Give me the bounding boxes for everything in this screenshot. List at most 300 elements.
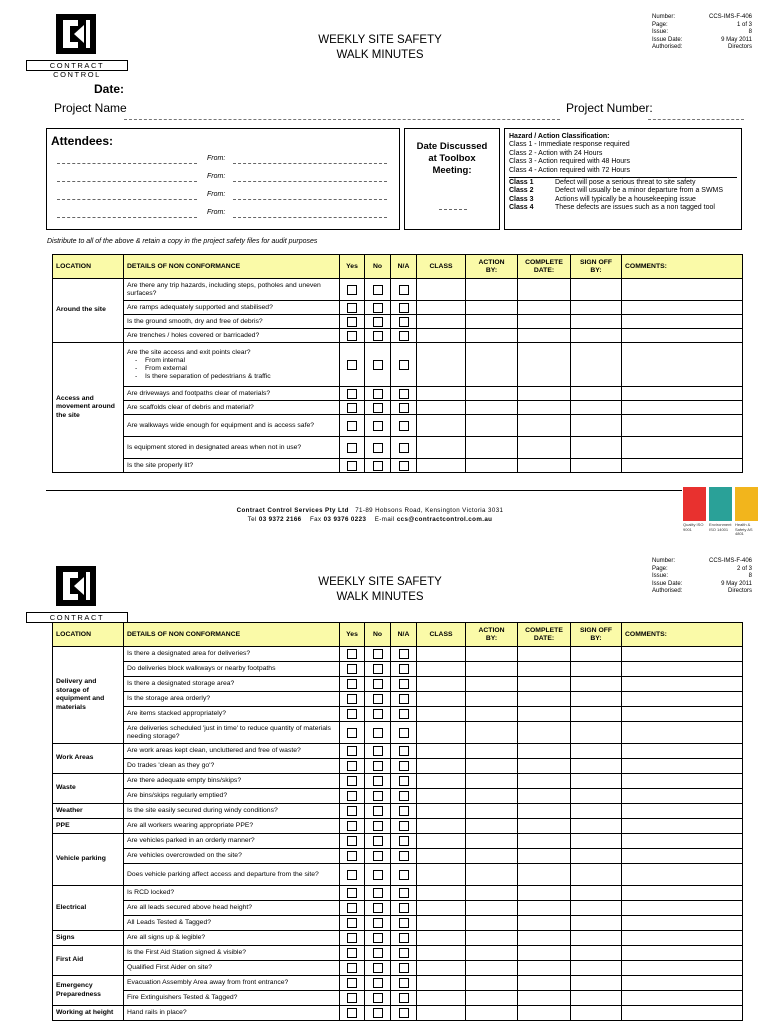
sign-off-field[interactable] — [571, 961, 622, 976]
sign-off-field[interactable] — [571, 662, 622, 677]
complete-date-field[interactable] — [518, 329, 571, 343]
no-checkbox[interactable] — [373, 948, 383, 958]
comments-field[interactable] — [622, 991, 743, 1006]
yes-checkbox[interactable] — [347, 331, 357, 341]
action-by-field[interactable] — [466, 677, 518, 692]
complete-date-field[interactable] — [518, 819, 571, 834]
class-field[interactable] — [417, 707, 466, 722]
class-field[interactable] — [417, 279, 466, 301]
no-checkbox[interactable] — [373, 963, 383, 973]
comments-field[interactable] — [622, 662, 743, 677]
comments-field[interactable] — [622, 804, 743, 819]
no-cell — [365, 819, 391, 834]
na-checkbox[interactable] — [399, 776, 409, 786]
attendee-name-field[interactable] — [57, 163, 197, 164]
action-by-field[interactable] — [466, 707, 518, 722]
na-checkbox[interactable] — [399, 993, 409, 1003]
na-checkbox[interactable] — [399, 948, 409, 958]
yes-checkbox[interactable] — [347, 776, 357, 786]
column-header-sign-off — [571, 623, 622, 647]
complete-date-field[interactable] — [518, 722, 571, 744]
sign-off-field[interactable] — [571, 279, 622, 301]
class-field[interactable] — [417, 804, 466, 819]
comments-field[interactable] — [622, 401, 743, 415]
complete-date-field[interactable] — [518, 961, 571, 976]
sign-off-field[interactable] — [571, 315, 622, 329]
no-checkbox[interactable] — [373, 746, 383, 756]
no-checkbox[interactable] — [373, 421, 383, 431]
toolbox-date-field[interactable] — [439, 209, 467, 210]
question-text: Is the site easily secured during windy conditions? — [127, 807, 278, 814]
action-by-field[interactable] — [466, 437, 518, 459]
complete-date-field[interactable] — [518, 901, 571, 916]
sign-off-field[interactable] — [571, 415, 622, 437]
yes-checkbox[interactable] — [347, 360, 357, 370]
complete-date-field[interactable] — [518, 401, 571, 415]
attendee-company-field[interactable] — [233, 181, 387, 182]
complete-date-field[interactable] — [518, 789, 571, 804]
no-checkbox[interactable] — [373, 888, 383, 898]
action-by-field[interactable] — [466, 343, 518, 387]
action-by-field[interactable] — [466, 886, 518, 901]
class-field[interactable] — [417, 931, 466, 946]
no-checkbox[interactable] — [373, 903, 383, 913]
sign-off-field[interactable] — [571, 744, 622, 759]
yes-checkbox[interactable] — [347, 403, 357, 413]
complete-date-field[interactable] — [518, 849, 571, 864]
sign-off-field[interactable] — [571, 707, 622, 722]
complete-date-field[interactable] — [518, 931, 571, 946]
sign-off-field[interactable] — [571, 437, 622, 459]
na-checkbox[interactable] — [399, 664, 409, 674]
class-field[interactable] — [417, 329, 466, 343]
no-checkbox[interactable] — [373, 993, 383, 1003]
sign-off-field[interactable] — [571, 1006, 622, 1021]
no-checkbox[interactable] — [373, 360, 383, 370]
action-by-field[interactable] — [466, 647, 518, 662]
complete-date-field[interactable] — [518, 279, 571, 301]
complete-date-field[interactable] — [518, 662, 571, 677]
action-by-field[interactable] — [466, 916, 518, 931]
sign-off-field[interactable] — [571, 819, 622, 834]
action-by-field[interactable] — [466, 946, 518, 961]
yes-checkbox[interactable] — [347, 746, 357, 756]
yes-checkbox[interactable] — [347, 421, 357, 431]
comments-field[interactable] — [622, 759, 743, 774]
complete-date-field[interactable] — [518, 946, 571, 961]
attendee-name-field[interactable] — [57, 217, 197, 218]
comments-field[interactable] — [622, 834, 743, 849]
action-by-field[interactable] — [466, 991, 518, 1006]
sign-off-field[interactable] — [571, 886, 622, 901]
complete-date-field[interactable] — [518, 387, 571, 401]
complete-date-field[interactable] — [518, 343, 571, 387]
class-field[interactable] — [417, 662, 466, 677]
attendee-company-field[interactable] — [233, 199, 387, 200]
class-name: Class 2 — [509, 187, 534, 195]
class-field[interactable] — [417, 901, 466, 916]
na-checkbox[interactable] — [399, 746, 409, 756]
complete-date-field[interactable] — [518, 916, 571, 931]
yes-checkbox[interactable] — [347, 694, 357, 704]
no-checkbox[interactable] — [373, 776, 383, 786]
class-field[interactable] — [417, 759, 466, 774]
action-by-field[interactable] — [466, 819, 518, 834]
sign-off-field[interactable] — [571, 387, 622, 401]
column-header-na — [391, 255, 417, 279]
class-field[interactable] — [417, 343, 466, 387]
no-checkbox[interactable] — [373, 791, 383, 801]
no-checkbox[interactable] — [373, 709, 383, 719]
comments-field[interactable] — [622, 1006, 743, 1021]
location-cell: Electrical — [53, 886, 124, 931]
comments-field[interactable] — [622, 647, 743, 662]
class-field[interactable] — [417, 864, 466, 886]
action-by-field[interactable] — [466, 759, 518, 774]
no-checkbox[interactable] — [373, 317, 383, 327]
action-by-field[interactable] — [466, 315, 518, 329]
complete-date-field[interactable] — [518, 744, 571, 759]
na-checkbox[interactable] — [399, 285, 409, 295]
yes-checkbox[interactable] — [347, 317, 357, 327]
class-field[interactable] — [417, 819, 466, 834]
comments-field[interactable] — [622, 789, 743, 804]
yes-checkbox[interactable] — [347, 285, 357, 295]
comments-field[interactable] — [622, 931, 743, 946]
no-checkbox[interactable] — [373, 443, 383, 453]
complete-date-field[interactable] — [518, 1006, 571, 1021]
checklist-row — [53, 886, 743, 901]
no-checkbox[interactable] — [373, 389, 383, 399]
comments-field[interactable] — [622, 976, 743, 991]
na-checkbox[interactable] — [399, 821, 409, 831]
na-checkbox[interactable] — [399, 791, 409, 801]
sign-off-field[interactable] — [571, 759, 622, 774]
na-checkbox[interactable] — [399, 303, 409, 313]
comments-field[interactable] — [622, 744, 743, 759]
class-field[interactable] — [417, 961, 466, 976]
no-checkbox[interactable] — [373, 728, 383, 738]
yes-checkbox[interactable] — [347, 918, 357, 928]
attendee-company-field[interactable] — [233, 163, 387, 164]
comments-field[interactable] — [622, 901, 743, 916]
action-by-field[interactable] — [466, 834, 518, 849]
no-checkbox[interactable] — [373, 978, 383, 988]
na-checkbox[interactable] — [399, 728, 409, 738]
yes-cell — [340, 279, 365, 301]
no-checkbox[interactable] — [373, 918, 383, 928]
no-checkbox[interactable] — [373, 285, 383, 295]
action-by-field[interactable] — [466, 976, 518, 991]
no-checkbox[interactable] — [373, 851, 383, 861]
class-field[interactable] — [417, 415, 466, 437]
complete-date-field[interactable] — [518, 886, 571, 901]
na-checkbox[interactable] — [399, 360, 409, 370]
sign-off-field[interactable] — [571, 647, 622, 662]
na-checkbox[interactable] — [399, 806, 409, 816]
sign-off-field[interactable] — [571, 692, 622, 707]
question-cell — [124, 459, 340, 473]
sign-off-field[interactable] — [571, 774, 622, 789]
comments-field[interactable] — [622, 415, 743, 437]
yes-checkbox[interactable] — [347, 851, 357, 861]
complete-date-field[interactable] — [518, 459, 571, 473]
project-number-field[interactable] — [648, 119, 744, 120]
sign-off-field[interactable] — [571, 804, 622, 819]
class-field[interactable] — [417, 834, 466, 849]
class-field[interactable] — [417, 437, 466, 459]
comments-field[interactable] — [622, 692, 743, 707]
yes-checkbox[interactable] — [347, 649, 357, 659]
action-by-field[interactable] — [466, 789, 518, 804]
sign-off-field[interactable] — [571, 722, 622, 744]
action-by-field[interactable] — [466, 279, 518, 301]
na-checkbox[interactable] — [399, 709, 409, 719]
complete-date-field[interactable] — [518, 647, 571, 662]
yes-checkbox[interactable] — [347, 303, 357, 313]
class-field[interactable] — [417, 789, 466, 804]
class-field[interactable] — [417, 886, 466, 901]
class-field[interactable] — [417, 677, 466, 692]
comments-field[interactable] — [622, 722, 743, 744]
complete-date-field[interactable] — [518, 759, 571, 774]
na-checkbox[interactable] — [399, 761, 409, 771]
action-by-field[interactable] — [466, 329, 518, 343]
yes-checkbox[interactable] — [347, 443, 357, 453]
comments-field[interactable] — [622, 961, 743, 976]
action-by-field[interactable] — [466, 774, 518, 789]
class-field[interactable] — [417, 1006, 466, 1021]
yes-checkbox[interactable] — [347, 709, 357, 719]
no-checkbox[interactable] — [373, 461, 383, 471]
checklist-row — [53, 901, 743, 916]
comments-field[interactable] — [622, 301, 743, 315]
na-checkbox[interactable] — [399, 903, 409, 913]
no-checkbox[interactable] — [373, 331, 383, 341]
sign-off-field[interactable] — [571, 834, 622, 849]
yes-checkbox[interactable] — [347, 948, 357, 958]
class-field[interactable] — [417, 459, 466, 473]
na-checkbox[interactable] — [399, 918, 409, 928]
na-checkbox[interactable] — [399, 963, 409, 973]
class-field[interactable] — [417, 946, 466, 961]
na-checkbox[interactable] — [399, 694, 409, 704]
yes-checkbox[interactable] — [347, 806, 357, 816]
sign-off-field[interactable] — [571, 329, 622, 343]
no-checkbox[interactable] — [373, 933, 383, 943]
action-by-field[interactable] — [466, 401, 518, 415]
na-checkbox[interactable] — [399, 421, 409, 431]
complete-date-field[interactable] — [518, 315, 571, 329]
comments-field[interactable] — [622, 946, 743, 961]
no-checkbox[interactable] — [373, 694, 383, 704]
complete-date-field[interactable] — [518, 834, 571, 849]
yes-checkbox[interactable] — [347, 821, 357, 831]
comments-field[interactable] — [622, 343, 743, 387]
no-checkbox[interactable] — [373, 664, 383, 674]
no-checkbox[interactable] — [373, 806, 383, 816]
complete-date-field[interactable] — [518, 976, 571, 991]
complete-date-field[interactable] — [518, 991, 571, 1006]
class-field[interactable] — [417, 315, 466, 329]
from-label: From: — [207, 155, 226, 162]
comments-field[interactable] — [622, 459, 743, 473]
na-checkbox[interactable] — [399, 888, 409, 898]
class-field[interactable] — [417, 301, 466, 315]
comments-field[interactable] — [622, 774, 743, 789]
yes-checkbox[interactable] — [347, 963, 357, 973]
no-checkbox[interactable] — [373, 679, 383, 689]
na-checkbox[interactable] — [399, 461, 409, 471]
action-by-field[interactable] — [466, 415, 518, 437]
action-by-field[interactable] — [466, 931, 518, 946]
na-checkbox[interactable] — [399, 389, 409, 399]
comments-field[interactable] — [622, 329, 743, 343]
no-checkbox[interactable] — [373, 303, 383, 313]
complete-date-field[interactable] — [518, 437, 571, 459]
sign-off-field[interactable] — [571, 916, 622, 931]
sign-off-field[interactable] — [571, 931, 622, 946]
action-by-field[interactable] — [466, 744, 518, 759]
na-checkbox[interactable] — [399, 649, 409, 659]
action-by-field[interactable] — [466, 1006, 518, 1021]
yes-checkbox[interactable] — [347, 461, 357, 471]
comments-field[interactable] — [622, 819, 743, 834]
comments-field[interactable] — [622, 864, 743, 886]
complete-date-field[interactable] — [518, 415, 571, 437]
class-field[interactable] — [417, 849, 466, 864]
sign-off-field[interactable] — [571, 946, 622, 961]
yes-checkbox[interactable] — [347, 791, 357, 801]
sign-off-field[interactable] — [571, 301, 622, 315]
yes-checkbox[interactable] — [347, 836, 357, 846]
sign-off-field[interactable] — [571, 976, 622, 991]
action-by-field[interactable] — [466, 459, 518, 473]
project-name-field[interactable] — [124, 119, 560, 120]
comments-field[interactable] — [622, 387, 743, 401]
comments-field[interactable] — [622, 315, 743, 329]
na-checkbox[interactable] — [399, 679, 409, 689]
no-checkbox[interactable] — [373, 761, 383, 771]
action-by-field[interactable] — [466, 387, 518, 401]
class-field[interactable] — [417, 401, 466, 415]
no-checkbox[interactable] — [373, 836, 383, 846]
sign-off-field[interactable] — [571, 789, 622, 804]
checklist-row — [53, 707, 743, 722]
sign-off-field[interactable] — [571, 401, 622, 415]
sign-off-field[interactable] — [571, 849, 622, 864]
yes-checkbox[interactable] — [347, 903, 357, 913]
complete-date-field[interactable] — [518, 692, 571, 707]
class-field[interactable] — [417, 692, 466, 707]
complete-date-field[interactable] — [518, 677, 571, 692]
no-checkbox[interactable] — [373, 821, 383, 831]
class-field[interactable] — [417, 991, 466, 1006]
class-field[interactable] — [417, 387, 466, 401]
action-by-field[interactable] — [466, 864, 518, 886]
yes-checkbox[interactable] — [347, 978, 357, 988]
action-by-field[interactable] — [466, 301, 518, 315]
na-checkbox[interactable] — [399, 331, 409, 341]
yes-checkbox[interactable] — [347, 993, 357, 1003]
attendee-name-field[interactable] — [57, 199, 197, 200]
complete-date-field[interactable] — [518, 707, 571, 722]
na-checkbox[interactable] — [399, 443, 409, 453]
comments-field[interactable] — [622, 437, 743, 459]
action-by-field[interactable] — [466, 961, 518, 976]
footer-email[interactable]: ccs@contractcontrol.com.au — [396, 516, 493, 523]
class-field[interactable] — [417, 744, 466, 759]
attendee-name-field[interactable] — [57, 181, 197, 182]
yes-checkbox[interactable] — [347, 664, 357, 674]
yes-checkbox[interactable] — [347, 933, 357, 943]
class-field[interactable] — [417, 976, 466, 991]
complete-date-field[interactable] — [518, 774, 571, 789]
action-by-field[interactable] — [466, 692, 518, 707]
sign-off-field[interactable] — [571, 459, 622, 473]
yes-checkbox[interactable] — [347, 761, 357, 771]
action-by-field[interactable] — [466, 849, 518, 864]
comments-field[interactable] — [622, 916, 743, 931]
sign-off-field[interactable] — [571, 991, 622, 1006]
sign-off-field[interactable] — [571, 343, 622, 387]
attendee-company-field[interactable] — [233, 217, 387, 218]
na-cell — [391, 343, 417, 387]
no-checkbox[interactable] — [373, 870, 383, 880]
na-checkbox[interactable] — [399, 851, 409, 861]
na-checkbox[interactable] — [399, 317, 409, 327]
comments-field[interactable] — [622, 677, 743, 692]
complete-date-field[interactable] — [518, 864, 571, 886]
na-checkbox[interactable] — [399, 933, 409, 943]
yes-checkbox[interactable] — [347, 679, 357, 689]
class-field[interactable] — [417, 647, 466, 662]
class-field[interactable] — [417, 774, 466, 789]
yes-checkbox[interactable] — [347, 870, 357, 880]
sign-off-field[interactable] — [571, 901, 622, 916]
question-text: Are all workers wearing appropriate PPE? — [127, 822, 254, 829]
complete-date-field[interactable] — [518, 301, 571, 315]
no-checkbox[interactable] — [373, 403, 383, 413]
class-field[interactable] — [417, 916, 466, 931]
class-field[interactable] — [417, 722, 466, 744]
na-checkbox[interactable] — [399, 836, 409, 846]
comments-field[interactable] — [622, 707, 743, 722]
na-checkbox[interactable] — [399, 403, 409, 413]
action-by-field[interactable] — [466, 901, 518, 916]
comments-field[interactable] — [622, 849, 743, 864]
no-checkbox[interactable] — [373, 649, 383, 659]
sign-off-field[interactable] — [571, 677, 622, 692]
na-checkbox[interactable] — [399, 1008, 409, 1018]
action-by-field[interactable] — [466, 804, 518, 819]
comments-field[interactable] — [622, 886, 743, 901]
action-by-field[interactable] — [466, 722, 518, 744]
yes-checkbox[interactable] — [347, 888, 357, 898]
question-text: Is equipment stored in designated areas when not in use? — [127, 443, 302, 451]
yes-checkbox[interactable] — [347, 1008, 357, 1018]
comments-field[interactable] — [622, 279, 743, 301]
na-checkbox[interactable] — [399, 870, 409, 880]
complete-date-field[interactable] — [518, 804, 571, 819]
yes-checkbox[interactable] — [347, 389, 357, 399]
na-checkbox[interactable] — [399, 978, 409, 988]
sign-off-field[interactable] — [571, 864, 622, 886]
no-checkbox[interactable] — [373, 1008, 383, 1018]
yes-checkbox[interactable] — [347, 728, 357, 738]
action-by-field[interactable] — [466, 662, 518, 677]
date-label: Date: — [94, 82, 125, 96]
